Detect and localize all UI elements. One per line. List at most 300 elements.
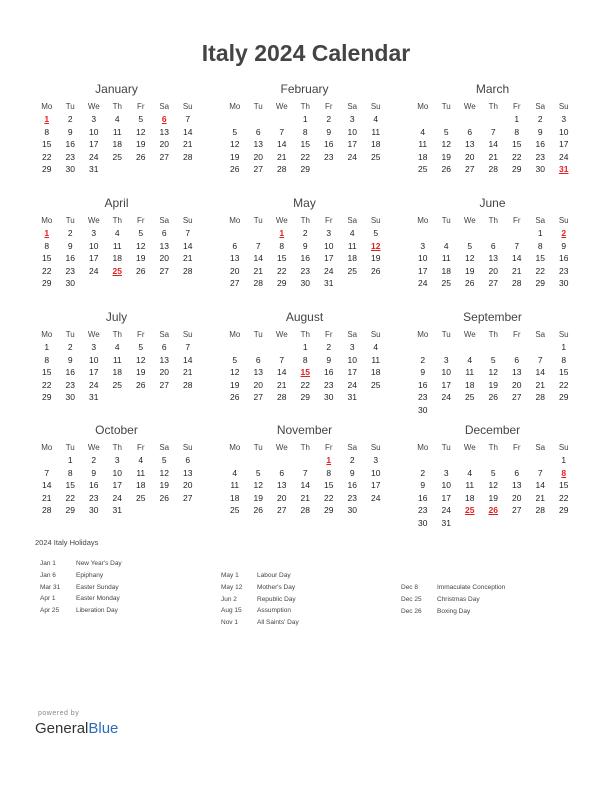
day-cell: 26 <box>136 379 146 390</box>
day-cell: 24 <box>371 492 381 503</box>
day-cell: 13 <box>277 480 287 491</box>
day-cell: 4 <box>114 114 120 124</box>
weekday-header: Tu <box>253 330 263 339</box>
day-cell: 30 <box>347 505 357 516</box>
day-cell: 9 <box>561 240 567 251</box>
day-cell: 16 <box>347 480 357 491</box>
day-cell: 9 <box>67 126 73 137</box>
day-cell: 11 <box>418 139 428 150</box>
weekday-header: Fr <box>136 216 145 225</box>
day-cell: 28 <box>183 379 193 390</box>
day-cell: 9 <box>537 126 543 137</box>
weekday-header: Mo <box>229 102 241 111</box>
day-cell: 18 <box>441 265 451 276</box>
day-cell: 20 <box>159 253 169 264</box>
day-cell: 2 <box>420 467 426 478</box>
holiday-item <box>401 606 505 618</box>
day-cell: 27 <box>512 505 522 516</box>
day-cell: 13 <box>183 467 193 478</box>
day-cell: 22 <box>42 265 52 276</box>
day-cell: 1 <box>514 114 520 124</box>
day-cell: 8 <box>279 240 285 251</box>
holiday-name: Christmas Day <box>437 595 480 603</box>
month-days-grid <box>35 214 198 290</box>
day-cell: 26 <box>159 492 169 503</box>
day-cell: 29 <box>324 505 334 516</box>
day-cell: 13 <box>488 253 498 264</box>
month-days-grid <box>411 100 574 176</box>
day-cell: 19 <box>136 253 146 264</box>
weekday-header: Mo <box>229 443 241 452</box>
day-cell: 18 <box>371 367 381 378</box>
day-cell: 27 <box>465 164 475 175</box>
day-cell: 8 <box>326 467 332 478</box>
day-cell: 3 <box>349 342 355 352</box>
month-name: March <box>475 82 510 96</box>
holiday-day-cell: 26 <box>488 505 498 516</box>
weekday-header: Fr <box>324 102 333 111</box>
day-cell: 23 <box>65 151 75 162</box>
day-cell: 8 <box>44 354 50 365</box>
day-cell: 27 <box>253 392 263 403</box>
day-cell: 3 <box>443 354 449 365</box>
day-cell: 3 <box>561 114 567 124</box>
weekday-header: Fr <box>136 443 145 452</box>
holiday-date: Nov 1 <box>221 619 238 627</box>
day-cell: 24 <box>89 151 99 162</box>
day-cell: 17 <box>89 253 99 264</box>
day-cell: 21 <box>535 379 545 390</box>
weekday-header: Tu <box>253 443 263 452</box>
day-cell: 6 <box>255 126 261 137</box>
day-cell: 26 <box>136 265 146 276</box>
month-days-grid <box>223 100 386 176</box>
month-november <box>223 423 386 517</box>
holiday-item <box>221 582 299 594</box>
day-cell: 31 <box>441 517 451 528</box>
weekday-header: Mo <box>41 330 53 339</box>
weekday-header: Su <box>558 330 569 339</box>
day-cell: 16 <box>65 367 75 378</box>
day-cell: 22 <box>42 151 52 162</box>
day-cell: 18 <box>112 367 122 378</box>
day-cell: 19 <box>488 379 498 390</box>
weekday-header: We <box>463 216 476 225</box>
day-cell: 5 <box>443 126 449 137</box>
day-cell: 13 <box>253 139 263 150</box>
day-cell: 2 <box>349 455 355 465</box>
day-cell: 13 <box>159 354 169 365</box>
weekday-header: Su <box>182 330 193 339</box>
day-cell: 19 <box>159 480 169 491</box>
day-cell: 26 <box>136 151 146 162</box>
day-cell: 25 <box>347 265 357 276</box>
weekday-header: Tu <box>253 102 263 111</box>
day-cell: 28 <box>253 278 263 289</box>
holiday-day-cell: 8 <box>561 467 567 478</box>
day-cell: 3 <box>373 455 379 465</box>
day-cell: 23 <box>300 265 310 276</box>
empty-day-cell <box>482 113 506 126</box>
day-cell: 7 <box>185 114 191 124</box>
empty-day-cell <box>458 113 482 126</box>
month-name: June <box>479 196 506 210</box>
day-cell: 28 <box>42 505 52 516</box>
month-days-grid <box>411 214 574 290</box>
day-cell: 31 <box>112 505 122 516</box>
day-cell: 4 <box>349 228 355 238</box>
day-cell: 30 <box>324 392 334 403</box>
day-cell: 10 <box>559 126 569 137</box>
day-cell: 9 <box>67 354 73 365</box>
day-cell: 17 <box>324 253 334 264</box>
day-cell: 10 <box>324 240 334 251</box>
weekday-header: We <box>87 102 100 111</box>
day-cell: 12 <box>136 354 146 365</box>
holiday-name: Labour Day <box>257 572 291 579</box>
month-april <box>35 196 198 290</box>
day-cell: 18 <box>230 492 240 503</box>
day-cell: 23 <box>347 492 357 503</box>
day-cell: 16 <box>65 139 75 150</box>
day-cell: 16 <box>324 367 334 378</box>
day-cell: 20 <box>183 480 193 491</box>
day-cell: 2 <box>67 114 73 124</box>
weekday-header: Th <box>300 102 310 111</box>
day-cell: 22 <box>300 379 310 390</box>
day-cell: 7 <box>490 126 496 137</box>
month-name: October <box>95 423 138 437</box>
day-cell: 25 <box>465 392 475 403</box>
day-cell: 20 <box>253 379 263 390</box>
day-cell: 5 <box>467 240 473 251</box>
day-cell: 16 <box>418 492 428 503</box>
day-cell: 11 <box>112 354 122 365</box>
day-cell: 3 <box>349 114 355 124</box>
holiday-date: Apr 1 <box>40 595 56 603</box>
day-cell: 1 <box>537 228 543 238</box>
empty-day-cell <box>411 227 435 240</box>
day-cell: 23 <box>65 265 75 276</box>
day-cell: 24 <box>559 151 569 162</box>
day-cell: 19 <box>253 492 263 503</box>
holiday-name: Epiphany <box>76 571 104 579</box>
empty-day-cell <box>529 454 553 467</box>
month-february <box>223 82 386 176</box>
day-cell: 11 <box>465 480 475 491</box>
day-cell: 25 <box>230 505 240 516</box>
empty-day-cell <box>294 454 318 467</box>
weekday-header: Sa <box>535 216 546 225</box>
month-august <box>223 310 386 404</box>
day-cell: 14 <box>253 253 263 264</box>
day-cell: 9 <box>91 467 97 478</box>
day-cell: 30 <box>300 278 310 289</box>
day-cell: 15 <box>42 139 52 150</box>
day-cell: 7 <box>279 126 285 137</box>
day-cell: 16 <box>300 253 310 264</box>
day-cell: 6 <box>514 467 520 478</box>
day-cell: 13 <box>230 253 240 264</box>
day-cell: 10 <box>89 240 99 251</box>
weekday-header: Fr <box>324 443 333 452</box>
day-cell: 24 <box>347 379 357 390</box>
month-december <box>411 423 574 530</box>
day-cell: 4 <box>467 354 473 365</box>
day-cell: 27 <box>488 278 498 289</box>
month-days-grid <box>35 441 198 517</box>
weekday-header: Su <box>370 330 381 339</box>
day-cell: 2 <box>326 342 332 352</box>
day-cell: 5 <box>138 228 144 238</box>
holiday-item <box>221 570 299 582</box>
day-cell: 21 <box>512 265 522 276</box>
day-cell: 30 <box>559 278 569 289</box>
day-cell: 13 <box>512 367 522 378</box>
day-cell: 6 <box>490 240 496 251</box>
weekday-header: Th <box>488 443 498 452</box>
month-days-grid <box>35 100 198 176</box>
day-cell: 9 <box>420 480 426 491</box>
day-cell: 20 <box>230 265 240 276</box>
month-june <box>411 196 574 290</box>
day-cell: 14 <box>277 367 287 378</box>
day-cell: 29 <box>535 278 545 289</box>
day-cell: 29 <box>65 505 75 516</box>
day-cell: 27 <box>159 265 169 276</box>
month-name: February <box>280 82 329 96</box>
weekday-header: Tu <box>65 216 75 225</box>
day-cell: 21 <box>253 265 263 276</box>
day-cell: 16 <box>324 139 334 150</box>
day-cell: 10 <box>89 126 99 137</box>
weekday-header: Th <box>300 443 310 452</box>
month-days-grid <box>411 441 574 530</box>
weekday-header: Fr <box>512 330 521 339</box>
brand-logo[interactable] <box>35 720 118 737</box>
day-cell: 11 <box>347 240 357 251</box>
day-cell: 10 <box>347 354 357 365</box>
month-name: August <box>285 310 324 324</box>
day-cell: 10 <box>441 480 451 491</box>
day-cell: 17 <box>441 379 451 390</box>
weekday-header: Sa <box>347 443 358 452</box>
day-cell: 5 <box>232 126 238 137</box>
day-cell: 3 <box>420 240 426 251</box>
day-cell: 27 <box>512 392 522 403</box>
day-cell: 15 <box>42 253 52 264</box>
weekday-header: We <box>463 443 476 452</box>
month-days-grid <box>223 441 386 517</box>
day-cell: 8 <box>302 354 308 365</box>
day-cell: 18 <box>418 151 428 162</box>
empty-day-cell <box>247 341 271 354</box>
day-cell: 2 <box>537 114 543 124</box>
day-cell: 28 <box>535 505 545 516</box>
day-cell: 14 <box>183 240 193 251</box>
weekday-header: Th <box>488 216 498 225</box>
holiday-day-cell: 15 <box>300 367 310 378</box>
day-cell: 19 <box>136 367 146 378</box>
day-cell: 12 <box>230 367 240 378</box>
day-cell: 12 <box>159 467 169 478</box>
holiday-date: May 1 <box>221 572 239 579</box>
weekday-header: Su <box>182 443 193 452</box>
day-cell: 14 <box>183 354 193 365</box>
day-cell: 19 <box>230 379 240 390</box>
holiday-date: Dec 26 <box>401 607 422 615</box>
day-cell: 5 <box>490 354 496 365</box>
weekday-header: We <box>275 102 288 111</box>
day-cell: 5 <box>490 467 496 478</box>
day-cell: 19 <box>371 253 381 264</box>
day-cell: 14 <box>277 139 287 150</box>
weekday-header: Su <box>558 102 569 111</box>
holiday-item <box>40 605 122 617</box>
empty-day-cell <box>505 227 529 240</box>
day-cell: 11 <box>465 367 475 378</box>
weekday-header: We <box>87 330 100 339</box>
holiday-date: Dec 25 <box>401 595 422 603</box>
weekday-header: Su <box>370 102 381 111</box>
day-cell: 11 <box>136 467 146 478</box>
day-cell: 31 <box>89 392 99 403</box>
weekday-header: Tu <box>441 443 451 452</box>
month-name: September <box>463 310 522 324</box>
day-cell: 24 <box>324 265 334 276</box>
month-days-grid <box>223 214 386 290</box>
day-cell: 12 <box>136 240 146 251</box>
day-cell: 15 <box>300 139 310 150</box>
month-days-grid <box>411 328 574 417</box>
day-cell: 14 <box>535 367 545 378</box>
day-cell: 22 <box>42 379 52 390</box>
day-cell: 31 <box>89 164 99 175</box>
empty-day-cell <box>270 113 294 126</box>
weekday-header: Th <box>300 216 310 225</box>
day-cell: 23 <box>65 379 75 390</box>
weekday-header: Sa <box>347 216 358 225</box>
empty-day-cell <box>505 341 529 354</box>
day-cell: 10 <box>89 354 99 365</box>
holiday-list-column-1 <box>40 558 122 617</box>
day-cell: 12 <box>136 126 146 137</box>
weekday-header: Th <box>488 102 498 111</box>
empty-day-cell <box>223 227 247 240</box>
day-cell: 1 <box>561 455 567 465</box>
day-cell: 8 <box>514 126 520 137</box>
day-cell: 7 <box>185 228 191 238</box>
month-name: December <box>464 423 521 437</box>
day-cell: 29 <box>559 392 569 403</box>
empty-day-cell <box>223 113 247 126</box>
day-cell: 7 <box>537 467 543 478</box>
day-cell: 8 <box>44 240 50 251</box>
day-cell: 24 <box>441 505 451 516</box>
day-cell: 15 <box>512 139 522 150</box>
day-cell: 4 <box>443 240 449 251</box>
weekday-header: Fr <box>324 330 333 339</box>
empty-day-cell <box>270 341 294 354</box>
holiday-day-cell: 1 <box>44 114 50 124</box>
day-cell: 29 <box>300 164 310 175</box>
day-cell: 21 <box>183 367 193 378</box>
day-cell: 25 <box>136 492 146 503</box>
day-cell: 12 <box>230 139 240 150</box>
day-cell: 28 <box>512 278 522 289</box>
day-cell: 28 <box>535 392 545 403</box>
day-cell: 27 <box>230 278 240 289</box>
empty-day-cell <box>247 454 271 467</box>
holiday-date: Apr 25 <box>40 607 60 615</box>
day-cell: 3 <box>326 228 332 238</box>
day-cell: 27 <box>253 164 263 175</box>
holiday-date: Dec 8 <box>401 584 418 591</box>
empty-day-cell <box>247 227 271 240</box>
day-cell: 17 <box>112 480 122 491</box>
day-cell: 24 <box>441 392 451 403</box>
day-cell: 11 <box>112 126 122 137</box>
weekday-header: Mo <box>417 330 429 339</box>
day-cell: 22 <box>559 379 569 390</box>
holiday-item <box>40 570 122 582</box>
day-cell: 27 <box>159 151 169 162</box>
empty-day-cell <box>247 113 271 126</box>
day-cell: 9 <box>302 240 308 251</box>
day-cell: 3 <box>91 228 97 238</box>
weekday-header: Th <box>112 216 122 225</box>
day-cell: 20 <box>159 139 169 150</box>
holiday-item <box>40 558 122 570</box>
day-cell: 12 <box>253 480 263 491</box>
month-days-grid <box>223 328 386 404</box>
empty-day-cell <box>458 341 482 354</box>
day-cell: 25 <box>371 151 381 162</box>
day-cell: 23 <box>324 379 334 390</box>
month-name: January <box>95 82 138 96</box>
weekday-header: Tu <box>65 102 75 111</box>
day-cell: 30 <box>65 164 75 175</box>
holiday-item <box>221 594 299 606</box>
day-cell: 16 <box>559 253 569 264</box>
holiday-item <box>40 582 122 594</box>
day-cell: 6 <box>467 126 473 137</box>
day-cell: 11 <box>230 480 240 491</box>
day-cell: 21 <box>535 492 545 503</box>
day-cell: 30 <box>65 392 75 403</box>
day-cell: 26 <box>253 505 263 516</box>
day-cell: 13 <box>253 367 263 378</box>
weekday-header: Su <box>182 102 193 111</box>
day-cell: 4 <box>373 114 379 124</box>
holiday-day-cell: 6 <box>161 114 167 124</box>
day-cell: 20 <box>512 379 522 390</box>
day-cell: 21 <box>277 379 287 390</box>
weekday-header: Sa <box>535 330 546 339</box>
holiday-list-column-3 <box>401 582 505 617</box>
day-cell: 17 <box>559 139 569 150</box>
day-cell: 22 <box>65 492 75 503</box>
month-january <box>35 82 198 176</box>
weekday-header: Mo <box>41 102 53 111</box>
day-cell: 18 <box>112 253 122 264</box>
month-may <box>223 196 386 290</box>
day-cell: 13 <box>159 126 169 137</box>
day-cell: 9 <box>67 240 73 251</box>
day-cell: 26 <box>488 392 498 403</box>
day-cell: 8 <box>44 126 50 137</box>
day-cell: 28 <box>183 265 193 276</box>
